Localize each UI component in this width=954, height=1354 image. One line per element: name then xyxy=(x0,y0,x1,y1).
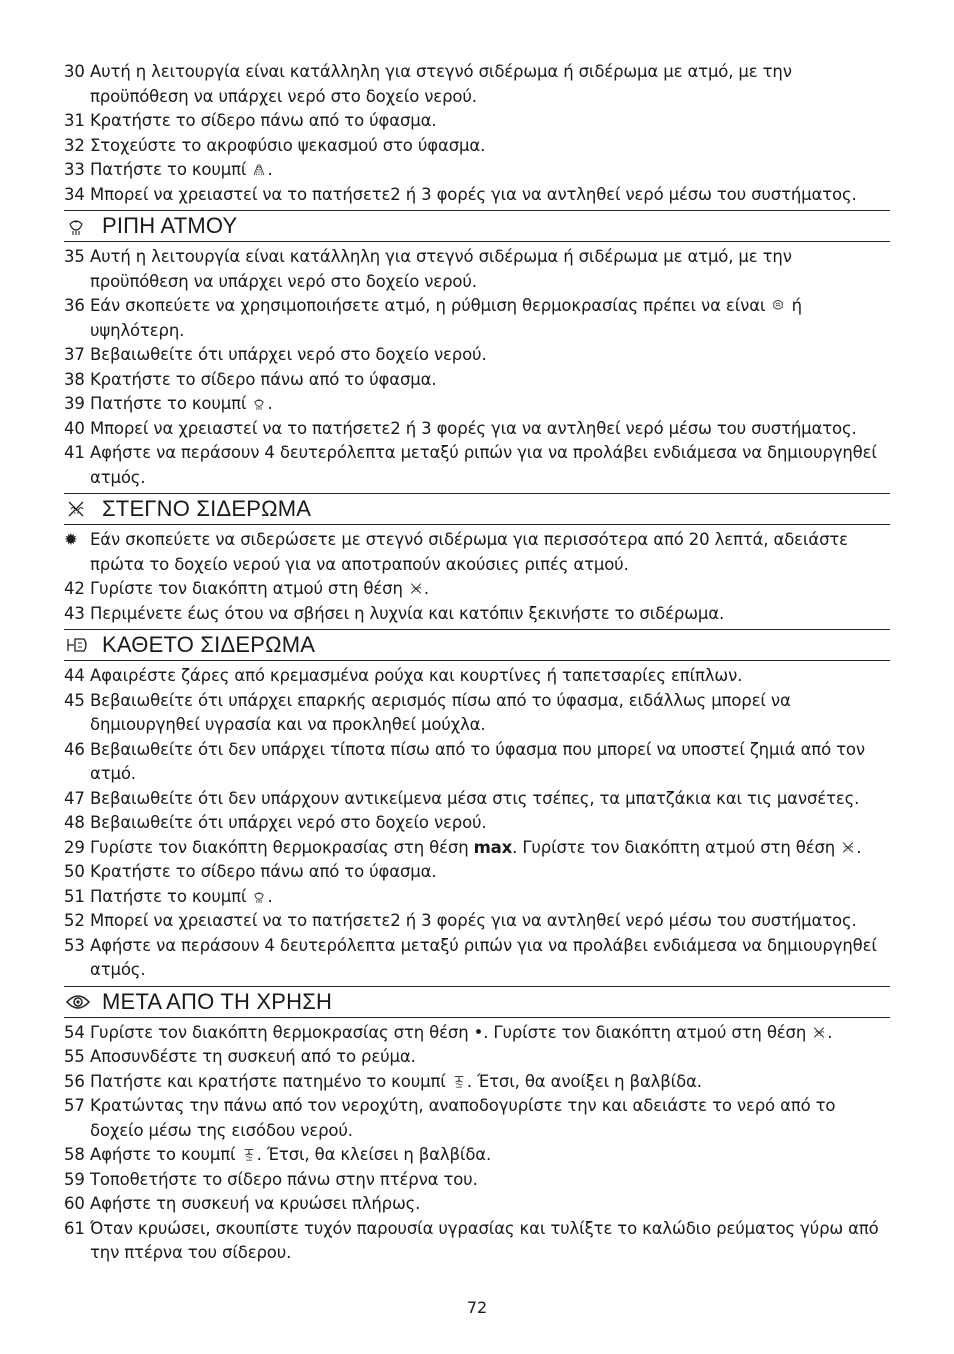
item-text: Βεβαιωθείτε ότι δεν υπάρχουν αντικείμενα μέσα στις τσέπες, τα μπατζάκια και τις μανσέτες. xyxy=(90,788,860,808)
eye-icon xyxy=(66,992,90,1012)
item-number: 58 xyxy=(64,1145,85,1164)
section-title: ΡΙΠΗ ΑΤΜΟΥ xyxy=(102,213,238,238)
dry-iron-icon xyxy=(841,840,855,855)
vertical-steam-icon xyxy=(66,635,90,655)
list-item xyxy=(64,368,890,393)
item-number: 60 xyxy=(64,1194,85,1213)
item-text: Τοποθετήστε το σίδερο πάνω στην πτέρνα του. xyxy=(90,1169,478,1189)
item-number: 55 xyxy=(64,1047,85,1066)
list-item xyxy=(64,689,890,738)
item-text: Βεβαιωθείτε ότι υπάρχει νερό στο δοχείο νερού. xyxy=(90,345,487,364)
dry-iron-icon xyxy=(812,1025,826,1040)
item-text: Στοχεύστε το ακροφύσιο ψεκασμού στο ύφασμα. xyxy=(90,135,486,155)
item-text: Αφήστε το κουμπί xyxy=(90,1145,236,1164)
list-item xyxy=(64,664,890,689)
valve-icon xyxy=(242,1147,256,1162)
item-text: Κρατήστε το σίδερο πάνω από το ύφασμα. xyxy=(90,111,437,130)
dry-iron-icon xyxy=(66,499,86,519)
list-item xyxy=(64,738,890,787)
item-number: 53 xyxy=(64,935,85,955)
item-number: 40 xyxy=(64,418,85,438)
item-number: 31 xyxy=(64,111,85,130)
list-item xyxy=(64,1094,890,1143)
item-text: Αφήστε να περάσουν 4 δευτερόλεπτα μεταξύ ριπών για να προλάβει ενδιάμεσα να δημιουργηθεί ατμός. xyxy=(90,443,877,487)
item-text-after: . xyxy=(856,837,862,857)
section-heading-vertical xyxy=(64,629,890,661)
list-item xyxy=(64,787,890,812)
list-item xyxy=(64,294,890,343)
item-text: Κρατήστε το σίδερο πάνω από το ύφασμα. xyxy=(90,369,437,389)
item-text: Αφήστε τη συσκευή να κρυώσει πλήρως. xyxy=(90,1194,421,1213)
item-text: Κρατώντας την πάνω από τον νεροχύτη, αναποδογυρίστε την και αδειάστε το νερό από το δοχείο μέσω της εισόδου νερού. xyxy=(90,1096,836,1140)
list-item xyxy=(64,1070,890,1095)
section-heading-after-use xyxy=(64,986,890,1018)
item-number: 38 xyxy=(64,369,85,389)
steam-shot-icon xyxy=(252,396,266,411)
list-item xyxy=(64,1168,890,1193)
item-text: Βεβαιωθείτε ότι υπάρχει επαρκής αερισμός πίσω από το ύφασμα, ειδάλλως μπορεί να δημιουργηθεί υγρασία και να προκληθεί μούχλα. xyxy=(90,690,791,734)
item-number: 33 xyxy=(64,160,85,179)
item-text-after: . Έτσι, θα ανοίξει η βαλβίδα. xyxy=(466,1071,702,1091)
item-number: 52 xyxy=(64,911,85,930)
item-number: 39 xyxy=(64,394,85,413)
item-text: Γυρίστε τον διακόπτη θερμοκρασίας στη θέση xyxy=(90,837,469,857)
list-item xyxy=(64,1021,890,1046)
item-text-after: . Έτσι, θα κλείσει η βαλβίδα. xyxy=(256,1145,492,1164)
list-item xyxy=(64,417,890,442)
list-item xyxy=(64,1217,890,1266)
dot-setting: • xyxy=(473,1022,484,1042)
item-number: 29 xyxy=(64,837,85,857)
list-item xyxy=(64,60,890,109)
item-text: Αυτή η λειτουργία είναι κατάλληλη για στεγνό σιδέρωμα ή σιδέρωμα με ατμό, με την προϋπόθεση να υπάρχει νερό στο δοχείο νερού. xyxy=(90,62,792,106)
item-number: 61 xyxy=(64,1218,85,1238)
item-text: Μπορεί να χρειαστεί να το πατήσετε2 ή 3 φορές για να αντληθεί νερό μέσω του συστήματος. xyxy=(90,184,857,204)
dry-ironing-list xyxy=(64,528,890,626)
list-item xyxy=(64,158,890,183)
item-number: 44 xyxy=(64,666,85,685)
item-number: 37 xyxy=(64,345,85,364)
item-number: 30 xyxy=(64,62,85,81)
list-item xyxy=(64,602,890,627)
item-number: 48 xyxy=(64,813,85,832)
steam-shot-icon xyxy=(252,889,266,904)
list-item xyxy=(64,811,890,836)
item-text: Κρατήστε το σίδερο πάνω από το ύφασμα. xyxy=(90,862,437,881)
list-item xyxy=(64,109,890,134)
item-number: 50 xyxy=(64,862,85,881)
item-text: Γυρίστε τον διακόπτη ατμού στη θέση xyxy=(90,579,403,598)
section-title: ΚΑΘΕΤΟ ΣΙΔΕΡΩΜΑ xyxy=(102,632,316,657)
item-text: Αυτή η λειτουργία είναι κατάλληλη για στεγνό σιδέρωμα ή σιδέρωμα με ατμό, με την προϋπόθεση να υπάρχει νερό στο δοχείο νερού. xyxy=(90,247,792,291)
item-text: Γυρίστε τον διακόπτη θερμοκρασίας στη θέση xyxy=(90,1022,469,1042)
item-text: Βεβαιωθείτε ότι υπάρχει νερό στο δοχείο νερού. xyxy=(90,813,487,832)
item-number: 35 xyxy=(64,247,85,266)
vertical-list xyxy=(64,664,890,983)
list-item xyxy=(64,1143,890,1168)
item-text: Πατήστε το κουμπί xyxy=(90,394,247,413)
steam-shot-icon xyxy=(66,216,86,236)
item-number: 46 xyxy=(64,739,85,759)
item-number: 45 xyxy=(64,690,85,710)
item-text-after: . xyxy=(423,579,429,598)
warning-icon: ✹ xyxy=(64,530,78,549)
item-number: 51 xyxy=(64,886,85,906)
steam-shot-list xyxy=(64,245,890,490)
item-number: 54 xyxy=(64,1022,85,1042)
warning-note xyxy=(64,528,890,577)
item-text-after: . xyxy=(267,886,273,906)
item-number: 43 xyxy=(64,603,85,623)
item-number: 32 xyxy=(64,135,85,155)
list-item xyxy=(64,934,890,983)
item-text-after: . xyxy=(267,394,273,413)
item-number: 59 xyxy=(64,1169,85,1189)
item-text: Βεβαιωθείτε ότι δεν υπάρχει τίποτα πίσω από το ύφασμα που μπορεί να υποστεί ζημιά από τον ατμό. xyxy=(90,739,865,783)
item-text-after: . xyxy=(827,1022,833,1042)
item-text: Αφήστε να περάσουν 4 δευτερόλεπτα μεταξύ ριπών για να προλάβει ενδιάμεσα να δημιουργηθεί ατμός. xyxy=(90,935,877,979)
item-number: 41 xyxy=(64,443,85,462)
item-text: Όταν κρυώσει, σκουπίστε τυχόν παρουσία υγρασίας και τυλίξτε το καλώδιο ρεύματος γύρω από την πτέρνα του σίδερου. xyxy=(90,1218,879,1262)
list-item xyxy=(64,1192,890,1217)
item-text-after: . xyxy=(267,160,273,179)
list-item xyxy=(64,577,890,602)
steam-temp-icon xyxy=(771,298,785,313)
section-heading-dry-ironing xyxy=(64,493,890,525)
item-text-after: ή υψηλότερη. xyxy=(90,296,802,340)
item-text: Μπορεί να χρειαστεί να το πατήσετε2 ή 3 φορές για να αντληθεί νερό μέσω του συστήματος. xyxy=(90,911,857,930)
list-item xyxy=(64,183,890,208)
list-item xyxy=(64,1045,890,1070)
max-setting: max xyxy=(473,837,513,857)
item-text: Μπορεί να χρειαστεί να το πατήσετε2 ή 3 φορές για να αντληθεί νερό μέσω του συστήματος. xyxy=(90,418,857,438)
item-text: Πατήστε το κουμπί xyxy=(90,160,247,179)
item-number: 57 xyxy=(64,1096,85,1115)
item-number: 34 xyxy=(64,184,85,204)
item-number: 42 xyxy=(64,579,85,598)
note-text: Εάν σκοπεύετε να σιδερώσετε με στεγνό σιδέρωμα για περισσότερα από 20 λεπτά, αδειάστε πρώτα το δοχείο νερού για να αποτραπούν ακούσιες ριπές ατμού. xyxy=(90,530,848,574)
item-text-mid: . Γυρίστε τον διακόπτη ατμού στη θέση xyxy=(483,1022,807,1042)
list-item xyxy=(64,860,890,885)
item-number: 47 xyxy=(64,788,85,808)
list-item xyxy=(64,343,890,368)
section-title: ΜΕΤΑ ΑΠΟ ΤΗ ΧΡΗΣΗ xyxy=(102,988,333,1014)
list-item xyxy=(64,885,890,910)
item-text: Εάν σκοπεύετε να χρησιμοποιήσετε ατμό, η ρύθμιση θερμοκρασίας πρέπει να είναι xyxy=(90,296,766,315)
intro-list xyxy=(64,60,890,207)
item-text: Περιμένετε έως ότου να σβήσει η λυχνία και κατόπιν ξεκινήστε το σιδέρωμα. xyxy=(90,603,725,623)
list-item xyxy=(64,836,890,861)
item-text: Πατήστε το κουμπί xyxy=(90,886,247,906)
section-title: ΣΤΕΓΝΟ ΣΙΔΕΡΩΜΑ xyxy=(102,496,312,521)
list-item xyxy=(64,441,890,490)
item-text: Αποσυνδέστε τη συσκευή από το ρεύμα. xyxy=(90,1047,416,1066)
list-item xyxy=(64,245,890,294)
valve-icon xyxy=(452,1074,466,1089)
page-number: 72 xyxy=(466,1298,488,1317)
item-text-mid: . Γυρίστε τον διακόπτη ατμού στη θέση xyxy=(512,837,836,857)
list-item xyxy=(64,909,890,934)
dry-iron-icon xyxy=(409,581,423,596)
item-text: Πατήστε και κρατήστε πατημένο το κουμπί xyxy=(90,1071,446,1091)
item-text: Αφαιρέστε ζάρες από κρεμασμένα ρούχα και κουρτίνες ή ταπετσαρίες επίπλων. xyxy=(90,666,743,685)
manual-page xyxy=(64,60,890,1266)
spray-icon xyxy=(252,162,266,177)
list-item xyxy=(64,392,890,417)
section-heading-steam-shot xyxy=(64,210,890,242)
list-item xyxy=(64,134,890,159)
item-number: 36 xyxy=(64,296,85,315)
item-number: 56 xyxy=(64,1071,85,1091)
after-use-list xyxy=(64,1021,890,1266)
